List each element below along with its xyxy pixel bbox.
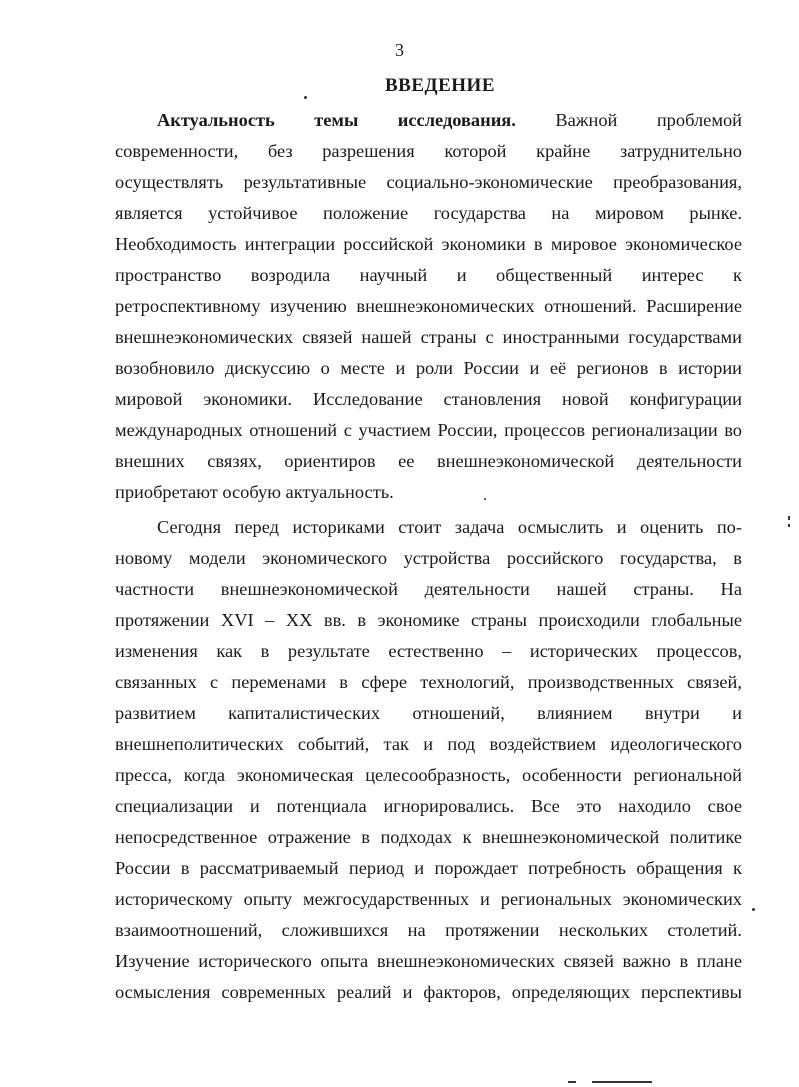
scan-artifact-dot (304, 96, 307, 99)
paragraph-2-line: непосредственное отражение в подходах к внешнеэкономической политике (115, 827, 742, 847)
paragraph-2-line: России в рассматриваемый период и порождает потребность обращения к (115, 858, 742, 878)
paragraph-1-lead-rest: Важной проблемой (555, 110, 742, 130)
paragraph-1-line: приобретают особую актуальность. (115, 482, 394, 502)
page-number: 3 (395, 40, 404, 60)
scan-artifact-dot (752, 908, 755, 911)
scan-artifact-dot (484, 498, 486, 500)
paragraph-2-line: взаимоотношений, сложившихся на протяжении нескольких столетий. (115, 920, 742, 940)
paragraph-1-line: мировой экономики. Исследование становления новой конфигурации (115, 389, 742, 409)
paragraph-1 (115, 105, 742, 508)
paragraph-1-line: является устойчивое положение государства на мировом рынке. (115, 203, 742, 223)
paragraph-1-line: внешнеэкономических связей нашей страны с иностранными государствами (115, 327, 742, 347)
paragraph-2-line: пресса, когда экономическая целесообразность, особенности региональной (115, 765, 742, 785)
paragraph-1-lead: Актуальность темы исследования. (157, 110, 516, 130)
paragraph-2-line: специализации и потенциала игнорировались. Все это находило свое (115, 796, 742, 816)
paragraph-2-line: историческому опыту межгосударственных и региональных экономических (115, 889, 742, 909)
paragraph-2-line: протяжении XVI – XX вв. в экономике страны происходили глобальные (115, 610, 742, 630)
scan-artifact-line (592, 1081, 652, 1083)
paragraph-2-line: связанных с переменами в сфере технологий, производственных связей, (115, 672, 742, 692)
scan-artifact-mark (788, 516, 790, 520)
paragraph-2-line: Изучение исторического опыта внешнеэкономических связей важно в плане (115, 951, 742, 971)
page-title: ВВЕДЕНИЕ (385, 75, 495, 96)
paragraph-1-line: современности, без разрешения которой крайне затруднительно (115, 141, 742, 161)
paragraph-1-line: возобновило дискуссию о месте и роли России и её регионов в истории (115, 358, 742, 378)
paragraph-2-line: изменения как в результате естественно – исторических процессов, (115, 641, 742, 661)
paragraph-2-line: новому модели экономического устройства российского государства, в (115, 548, 742, 568)
paragraph-2-line: развитием капиталистических отношений, влиянием внутри и (115, 703, 742, 723)
paragraph-1-line: ретроспективному изучению внешнеэкономических отношений. Расширение (115, 296, 742, 316)
paragraph-1-line (115, 105, 742, 136)
paragraph-1-line: международных отношений с участием России, процессов регионализации во (115, 420, 742, 440)
paragraph-1-line: внешних связях, ориентиров ее внешнеэкономической деятельности (115, 451, 742, 471)
scan-artifact-line (568, 1081, 576, 1083)
paragraph-1-line: Необходимость интеграции российской экономики в мировое экономическое (115, 234, 742, 254)
paragraph-2 (115, 512, 742, 1008)
paragraph-2-line: Сегодня перед историками стоит задача осмыслить и оценить по- (157, 517, 742, 537)
paragraph-1-line: пространство возродила научный и общественный интерес к (115, 265, 742, 285)
paragraph-1-line: осуществлять результативные социально-экономические преобразования, (115, 172, 742, 192)
paragraph-2-line: внешнеполитических событий, так и под воздействием идеологического (115, 734, 742, 754)
paragraph-2-line: осмысления современных реалий и факторов, определяющих перспективы (115, 982, 742, 1002)
paragraph-2-line: частности внешнеэкономической деятельности нашей страны. На (115, 579, 742, 599)
scan-artifact-mark (788, 524, 790, 527)
